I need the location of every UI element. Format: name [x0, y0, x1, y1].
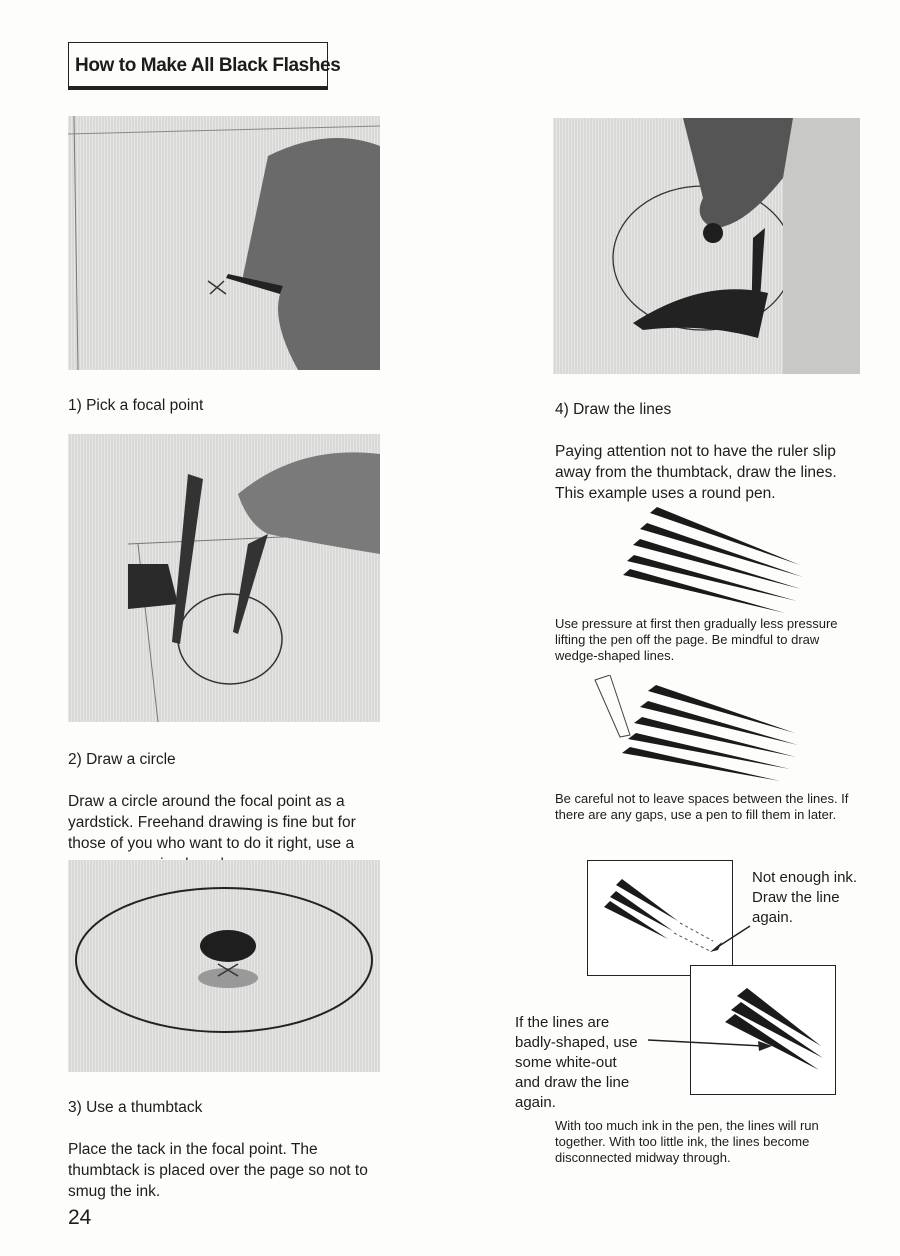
badly-shaped-label: If the lines are badly-shaped, use some white-out and draw the line again.: [515, 1014, 638, 1111]
not-enough-ink-label: Not enough ink. Draw the line again.: [752, 869, 858, 926]
step-1-heading: 1) Pick a focal point: [68, 397, 204, 414]
spaces-note: Be careful not to leave spaces between the lines. If there are any gaps, use a pen to fill them in later.: [555, 791, 849, 822]
step-4-caption: [555, 378, 855, 525]
step-4-heading: 4) Draw the lines: [555, 401, 672, 418]
step-3-heading: 3) Use a thumbtack: [68, 1099, 203, 1116]
step-2-body: Draw a circle around the focal point as a yardstick. Freehand drawing is fine but for those of you who want to do it right, use a: [68, 793, 356, 852]
step-3-caption: [68, 1076, 378, 1223]
step-2-heading: 2) Draw a circle: [68, 751, 176, 768]
photo-thumbtack: [68, 860, 380, 1072]
step-3-body: Place the tack in the focal point. The thumbtack is placed over the page so not to smug the ink.: [68, 1141, 368, 1200]
wedge-lines-illustration: [615, 505, 815, 615]
photo-draw-lines: [553, 118, 860, 374]
step-4-body: Paying attention not to have the ruler slip away from the thumbtack, draw the lines. This example uses a round pen.: [555, 443, 837, 502]
too-much-ink-note: With too much ink in the pen, the lines will run together. With too little ink, the lines become disconnected midway through.: [555, 1118, 819, 1165]
photo-mark-focal-point: [68, 116, 380, 370]
page-title: How to Make All Black Flashes: [75, 55, 341, 76]
filled-wedge-lines-illustration: [590, 675, 810, 785]
not-enough-ink-arrow: [700, 920, 760, 960]
photo-draw-circle: [68, 434, 380, 722]
title-box: [68, 42, 341, 90]
page-number: 24: [68, 1206, 92, 1229]
pressure-note: Use pressure at first then gradually less pressure lifting the pen off the page. Be mindful to draw wedge-shaped lines.: [555, 616, 838, 663]
